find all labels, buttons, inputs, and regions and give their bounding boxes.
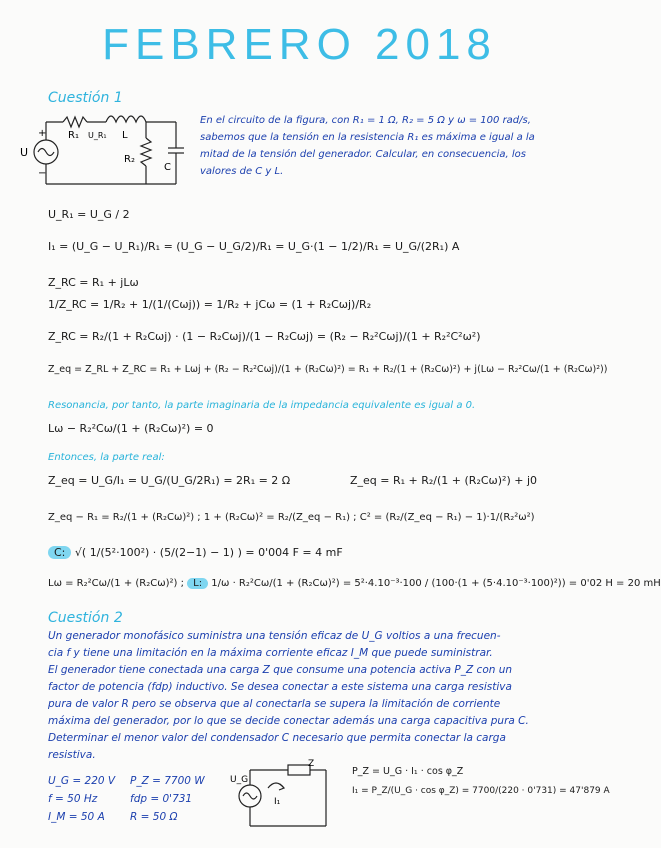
l-label: L xyxy=(122,130,128,141)
question-2-statement: Un generador monofásico suministra una tensión eficaz de U_G voltios a una frecuen- cia f y tiene una limitación en la máxima corriente eficaz I_M que puede suministrar. El generador tiene conectada una carga Z que consume una potencia activa P_Z con un factor de potencia (fdp) inductivo. Se desea conectar a este sistema una carga resistiva pura de valor R pero se observa que al conectarla se supera la limitación de corriente máxima del generador, por lo que se decide conectar además una carga capacitiva pura C. Determinar el menor valor del condensador C necesario que permita conectar la carga resistiva. xyxy=(48,630,529,761)
l-label: L: xyxy=(187,578,208,589)
eq-lw: Lω = R₂²Cω/(1 + (R₂Cω)²) ; xyxy=(48,578,184,589)
eq-zeq-real: Z_eq = R₁ + R₂/(1 + (R₂Cω)²) + j0 xyxy=(350,474,538,487)
l-result-row xyxy=(48,578,661,589)
eq-zeq-minus-r1: Z_eq − R₁ = R₂/(1 + (R₂Cω)²) ; 1 + (R₂Cω)² = R₂/(Z_eq − R₁) ; C² = (R₂/(Z_eq − R₁) − 1)·1/(R₂²ω²) xyxy=(48,512,535,523)
r1-label: R₁ xyxy=(68,130,79,141)
c-label: C xyxy=(164,162,171,173)
eq-imag-zero: Lω − R₂²Cω/(1 + (R₂Cω)²) = 0 xyxy=(48,422,214,435)
eq-c: √( 1/(5²·100²) · (5/(2−1) − 1) ) = 0'004 F = 4 mF xyxy=(74,546,343,559)
i1-label: I₁ xyxy=(274,797,281,807)
ug-label: U_G xyxy=(230,775,249,785)
c-label: C: xyxy=(48,546,71,559)
c-result-row xyxy=(48,546,343,559)
eq-l: 1/ω · R₂²Cω/(1 + (R₂Cω)²) = 5²·4.10⁻³·100 / (100·(1 + (5·4.10⁻³·100)²)) = 0'02 H = 20 mH xyxy=(211,578,661,589)
r2-label: R₂ xyxy=(124,154,135,165)
rlc-circuit-diagram xyxy=(18,108,198,190)
eq-zeq-value: Z_eq = U_G/I₁ = U_G/(U_G/2R₁) = 2R₁ = 2 Ω xyxy=(48,474,291,487)
eq-zeq: Z_eq = Z_RL + Z_RC = R₁ + Lωj + (R₂ − R₂²Cωj)/(1 + (R₂Cω)²) = R₁ + R₂/(1 + (R₂Cω)²) + j(Lω − R₂²Cω/(1 + (R₂Cω)²)) xyxy=(48,364,608,375)
question-1-heading: Cuestión 1 xyxy=(48,90,123,106)
ur1-label: U_R₁ xyxy=(88,131,107,140)
given-data: U_G = 220 V P_Z = 7700 W f = 50 Hz fdp = 0'731 I_M = 50 A R = 50 Ω xyxy=(48,775,205,823)
minus-sign: − xyxy=(38,168,47,179)
eq-ur1: U_R₁ = U_G / 2 xyxy=(48,208,130,221)
source-label: U xyxy=(20,146,29,159)
eq-i1: I₁ = (U_G − U_R₁)/R₁ = (U_G − U_G/2)/R₁ = U_G·(1 − 1/2)/R₁ = U_G/(2R₁) A xyxy=(48,240,460,253)
question-2-heading: Cuestión 2 xyxy=(48,610,123,626)
eq-pz: P_Z = U_G · I₁ · cos φ_Z xyxy=(352,766,464,777)
eq-i1-value: I₁ = P_Z/(U_G · cos φ_Z) = 7700/(220 · 0'731) = 47'879 A xyxy=(352,786,610,796)
z-label: Z xyxy=(308,759,315,769)
resonance-text: Resonancia, por tanto, la parte imaginaria de la impedancia equivalente es igual a 0. xyxy=(48,400,476,411)
real-part-text: Entonces, la parte real: xyxy=(48,452,165,463)
eq-zrc-expanded: Z_RC = R₂/(1 + R₂Cωj) · (1 − R₂Cωj)/(1 − R₂Cωj) = (R₂ − R₂²Cωj)/(1 + R₂²C²ω²) xyxy=(48,330,481,343)
question-1-statement: En el circuito de la figura, con R₁ = 1 Ω, R₂ = 5 Ω y ω = 100 rad/s, sabemos que la tensión en la resistencia R₁ es máxima e igual a la mitad de la tensión del generador. Calcular, en consecuencia, los valores de C y L. xyxy=(200,115,535,177)
generator-load-circuit xyxy=(228,760,340,836)
plus-sign: + xyxy=(38,128,47,139)
page-title: FEBRERO 2018 xyxy=(102,20,497,69)
eq-zrc: Z_RC = R₁ + jLω xyxy=(48,276,139,289)
eq-inverse-zrc: 1/Z_RC = 1/R₂ + 1/(1/(Cωj)) = 1/R₂ + jCω = (1 + R₂Cωj)/R₂ xyxy=(48,298,372,311)
